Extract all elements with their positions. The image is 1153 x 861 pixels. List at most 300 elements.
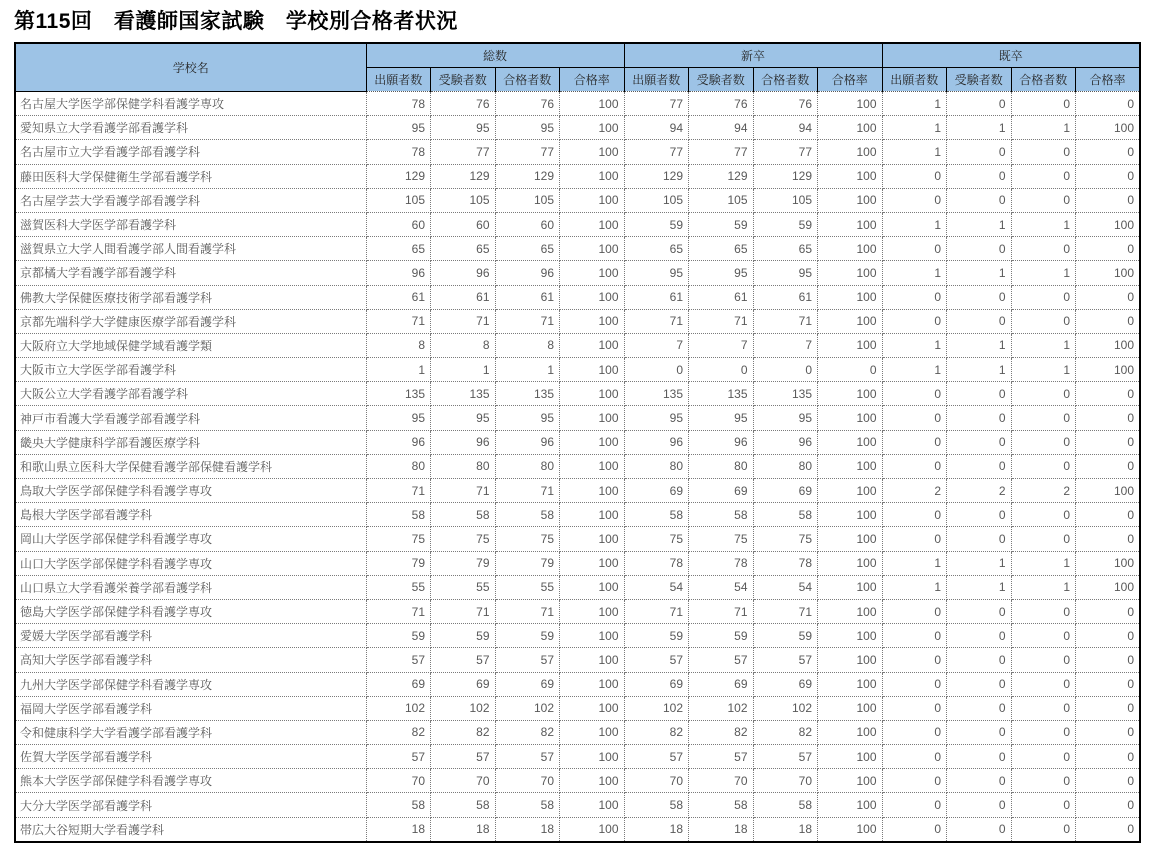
value-cell: 1 <box>947 358 1012 382</box>
value-cell: 1 <box>1011 116 1076 140</box>
school-name-cell: 山口県立大学看護栄養学部看護学科 <box>15 575 366 599</box>
value-cell: 0 <box>1011 140 1076 164</box>
school-name-cell: 帯広大谷短期大学看護学科 <box>15 817 366 842</box>
value-cell: 78 <box>366 92 431 116</box>
table-row <box>15 527 1140 551</box>
value-cell: 100 <box>560 793 625 817</box>
value-cell: 1 <box>366 358 431 382</box>
value-cell: 100 <box>560 527 625 551</box>
sub-header-pass-rate: 合格率 <box>560 68 625 92</box>
value-cell: 77 <box>495 140 560 164</box>
value-cell: 76 <box>495 92 560 116</box>
value-cell: 57 <box>366 745 431 769</box>
value-cell: 65 <box>689 237 754 261</box>
table-row <box>15 672 1140 696</box>
value-cell: 71 <box>495 309 560 333</box>
value-cell: 100 <box>818 745 883 769</box>
value-cell: 1 <box>1011 333 1076 357</box>
value-cell: 71 <box>495 599 560 623</box>
value-cell: 71 <box>689 599 754 623</box>
sub-header-examinees: 受験者数 <box>947 68 1012 92</box>
value-cell: 1 <box>947 333 1012 357</box>
value-cell: 100 <box>560 575 625 599</box>
table-row <box>15 382 1140 406</box>
value-cell: 1 <box>882 333 947 357</box>
value-cell: 77 <box>624 92 689 116</box>
table-row <box>15 212 1140 236</box>
value-cell: 65 <box>431 237 496 261</box>
value-cell: 18 <box>624 817 689 842</box>
value-cell: 60 <box>431 212 496 236</box>
value-cell: 82 <box>366 720 431 744</box>
value-cell: 80 <box>495 454 560 478</box>
value-cell: 100 <box>818 624 883 648</box>
value-cell: 0 <box>1011 430 1076 454</box>
value-cell: 0 <box>1076 527 1141 551</box>
value-cell: 77 <box>689 140 754 164</box>
value-cell: 1 <box>882 575 947 599</box>
value-cell: 65 <box>624 237 689 261</box>
school-name-cell: 島根大学医学部看護学科 <box>15 503 366 527</box>
value-cell: 71 <box>753 599 818 623</box>
value-cell: 59 <box>753 212 818 236</box>
table-row <box>15 599 1140 623</box>
value-cell: 94 <box>689 116 754 140</box>
sub-header-examinees: 受験者数 <box>431 68 496 92</box>
value-cell: 0 <box>882 430 947 454</box>
school-name-cell: 山口大学医学部保健学科看護学専攻 <box>15 551 366 575</box>
school-name-cell: 大分大学医学部看護学科 <box>15 793 366 817</box>
value-cell: 129 <box>366 164 431 188</box>
value-cell: 100 <box>818 116 883 140</box>
table-row <box>15 92 1140 116</box>
value-cell: 100 <box>560 164 625 188</box>
value-cell: 1 <box>882 551 947 575</box>
value-cell: 75 <box>495 527 560 551</box>
value-cell: 80 <box>431 454 496 478</box>
value-cell: 0 <box>1076 454 1141 478</box>
value-cell: 18 <box>689 817 754 842</box>
school-name-cell: 鳥取大学医学部保健学科看護学専攻 <box>15 479 366 503</box>
value-cell: 0 <box>947 237 1012 261</box>
value-cell: 71 <box>366 599 431 623</box>
school-name-cell: 名古屋学芸大学看護学部看護学科 <box>15 188 366 212</box>
value-cell: 57 <box>753 745 818 769</box>
value-cell: 0 <box>1076 769 1141 793</box>
value-cell: 100 <box>818 92 883 116</box>
value-cell: 0 <box>1011 720 1076 744</box>
value-cell: 0 <box>1076 188 1141 212</box>
table-row <box>15 793 1140 817</box>
value-cell: 18 <box>366 817 431 842</box>
value-cell: 71 <box>495 479 560 503</box>
value-cell: 96 <box>431 261 496 285</box>
value-cell: 1 <box>882 140 947 164</box>
value-cell: 57 <box>431 648 496 672</box>
value-cell: 100 <box>818 261 883 285</box>
value-cell: 1 <box>882 116 947 140</box>
value-cell: 100 <box>560 92 625 116</box>
value-cell: 105 <box>495 188 560 212</box>
value-cell: 71 <box>431 309 496 333</box>
school-name-cell: 九州大学医学部保健学科看護学専攻 <box>15 672 366 696</box>
value-cell: 100 <box>560 817 625 842</box>
value-cell: 0 <box>1011 769 1076 793</box>
value-cell: 18 <box>431 817 496 842</box>
value-cell: 1 <box>1011 261 1076 285</box>
group-header-total: 総数 <box>366 43 624 68</box>
value-cell: 59 <box>495 624 560 648</box>
value-cell: 59 <box>753 624 818 648</box>
value-cell: 55 <box>366 575 431 599</box>
value-cell: 100 <box>818 140 883 164</box>
value-cell: 80 <box>624 454 689 478</box>
table-row <box>15 551 1140 575</box>
value-cell: 58 <box>495 793 560 817</box>
value-cell: 82 <box>431 720 496 744</box>
table-row <box>15 358 1140 382</box>
value-cell: 0 <box>1076 503 1141 527</box>
value-cell: 105 <box>689 188 754 212</box>
group-header-new-grad: 新卒 <box>624 43 882 68</box>
value-cell: 135 <box>689 382 754 406</box>
value-cell: 102 <box>689 696 754 720</box>
value-cell: 58 <box>431 793 496 817</box>
value-cell: 100 <box>818 551 883 575</box>
value-cell: 61 <box>689 285 754 309</box>
value-cell: 0 <box>947 599 1012 623</box>
value-cell: 95 <box>495 406 560 430</box>
value-cell: 61 <box>624 285 689 309</box>
value-cell: 0 <box>1076 817 1141 842</box>
value-cell: 78 <box>753 551 818 575</box>
value-cell: 18 <box>495 817 560 842</box>
value-cell: 77 <box>431 140 496 164</box>
value-cell: 135 <box>431 382 496 406</box>
school-name-cell: 令和健康科学大学看護学部看護学科 <box>15 720 366 744</box>
value-cell: 100 <box>560 382 625 406</box>
value-cell: 54 <box>689 575 754 599</box>
value-cell: 0 <box>882 503 947 527</box>
value-cell: 0 <box>1076 309 1141 333</box>
value-cell: 96 <box>366 261 431 285</box>
value-cell: 0 <box>947 406 1012 430</box>
value-cell: 100 <box>560 454 625 478</box>
value-cell: 100 <box>818 454 883 478</box>
value-cell: 95 <box>624 261 689 285</box>
value-cell: 82 <box>689 720 754 744</box>
value-cell: 100 <box>560 212 625 236</box>
value-cell: 96 <box>689 430 754 454</box>
value-cell: 0 <box>1076 430 1141 454</box>
value-cell: 102 <box>366 696 431 720</box>
school-name-cell: 滋賀医科大学医学部看護学科 <box>15 212 366 236</box>
value-cell: 0 <box>882 454 947 478</box>
value-cell: 100 <box>818 575 883 599</box>
value-cell: 0 <box>882 237 947 261</box>
school-name-cell: 藤田医科大学保健衛生学部看護学科 <box>15 164 366 188</box>
value-cell: 60 <box>366 212 431 236</box>
value-cell: 135 <box>753 382 818 406</box>
value-cell: 75 <box>366 527 431 551</box>
value-cell: 55 <box>431 575 496 599</box>
value-cell: 1 <box>882 92 947 116</box>
sub-header-passers: 合格者数 <box>495 68 560 92</box>
value-cell: 0 <box>882 817 947 842</box>
value-cell: 69 <box>366 672 431 696</box>
value-cell: 79 <box>431 551 496 575</box>
value-cell: 105 <box>624 188 689 212</box>
value-cell: 0 <box>1011 745 1076 769</box>
value-cell: 1 <box>882 261 947 285</box>
value-cell: 102 <box>624 696 689 720</box>
value-cell: 80 <box>753 454 818 478</box>
value-cell: 0 <box>1076 624 1141 648</box>
value-cell: 100 <box>818 333 883 357</box>
value-cell: 0 <box>882 745 947 769</box>
page-title: 第115回 看護師国家試験 学校別合格者状況 <box>14 10 458 33</box>
value-cell: 59 <box>431 624 496 648</box>
value-cell: 71 <box>366 309 431 333</box>
sub-header-applicants: 出願者数 <box>366 68 431 92</box>
value-cell: 100 <box>818 720 883 744</box>
value-cell: 70 <box>431 769 496 793</box>
value-cell: 8 <box>366 333 431 357</box>
school-name-cell: 畿央大学健康科学部看護医療学科 <box>15 430 366 454</box>
value-cell: 65 <box>366 237 431 261</box>
table-row <box>15 575 1140 599</box>
sub-header-pass-rate: 合格率 <box>1076 68 1141 92</box>
value-cell: 76 <box>689 92 754 116</box>
value-cell: 0 <box>882 793 947 817</box>
value-cell: 1 <box>882 212 947 236</box>
results-table <box>14 42 1141 843</box>
value-cell: 8 <box>495 333 560 357</box>
value-cell: 58 <box>366 793 431 817</box>
value-cell: 70 <box>624 769 689 793</box>
value-cell: 0 <box>1011 406 1076 430</box>
value-cell: 65 <box>753 237 818 261</box>
sub-header-applicants: 出願者数 <box>624 68 689 92</box>
value-cell: 100 <box>818 817 883 842</box>
table-row <box>15 696 1140 720</box>
value-cell: 1 <box>1011 358 1076 382</box>
value-cell: 100 <box>560 720 625 744</box>
value-cell: 57 <box>753 648 818 672</box>
value-cell: 58 <box>366 503 431 527</box>
value-cell: 61 <box>495 285 560 309</box>
table-row <box>15 333 1140 357</box>
value-cell: 1 <box>947 116 1012 140</box>
value-cell: 129 <box>753 164 818 188</box>
value-cell: 100 <box>560 406 625 430</box>
value-cell: 69 <box>689 479 754 503</box>
value-cell: 79 <box>495 551 560 575</box>
value-cell: 95 <box>753 261 818 285</box>
value-cell: 7 <box>753 333 818 357</box>
value-cell: 0 <box>882 164 947 188</box>
value-cell: 100 <box>818 285 883 309</box>
value-cell: 0 <box>882 382 947 406</box>
value-cell: 70 <box>689 769 754 793</box>
value-cell: 78 <box>366 140 431 164</box>
value-cell: 0 <box>947 382 1012 406</box>
value-cell: 100 <box>1076 479 1141 503</box>
value-cell: 0 <box>1011 527 1076 551</box>
value-cell: 1 <box>947 551 1012 575</box>
value-cell: 0 <box>947 164 1012 188</box>
value-cell: 0 <box>624 358 689 382</box>
school-name-cell: 徳島大学医学部保健学科看護学専攻 <box>15 599 366 623</box>
value-cell: 78 <box>624 551 689 575</box>
value-cell: 0 <box>1011 285 1076 309</box>
value-cell: 96 <box>366 430 431 454</box>
value-cell: 57 <box>624 648 689 672</box>
value-cell: 1 <box>1011 551 1076 575</box>
table-row <box>15 188 1140 212</box>
value-cell: 102 <box>495 696 560 720</box>
value-cell: 77 <box>753 140 818 164</box>
value-cell: 57 <box>624 745 689 769</box>
value-cell: 59 <box>624 212 689 236</box>
value-cell: 61 <box>366 285 431 309</box>
value-cell: 100 <box>1076 358 1141 382</box>
value-cell: 0 <box>947 624 1012 648</box>
value-cell: 69 <box>753 672 818 696</box>
value-cell: 71 <box>431 479 496 503</box>
group-header-repeat: 既卒 <box>882 43 1140 68</box>
school-name-cell: 名古屋大学医学部保健学科看護学専攻 <box>15 92 366 116</box>
table-row <box>15 285 1140 309</box>
sub-header-passers: 合格者数 <box>1011 68 1076 92</box>
value-cell: 75 <box>689 527 754 551</box>
value-cell: 100 <box>560 672 625 696</box>
value-cell: 80 <box>366 454 431 478</box>
value-cell: 0 <box>753 358 818 382</box>
value-cell: 1 <box>947 261 1012 285</box>
value-cell: 100 <box>560 261 625 285</box>
value-cell: 7 <box>624 333 689 357</box>
value-cell: 96 <box>431 430 496 454</box>
value-cell: 54 <box>624 575 689 599</box>
value-cell: 105 <box>431 188 496 212</box>
value-cell: 70 <box>495 769 560 793</box>
value-cell: 0 <box>1076 720 1141 744</box>
school-name-cell: 名古屋市立大学看護学部看護学科 <box>15 140 366 164</box>
value-cell: 57 <box>431 745 496 769</box>
value-cell: 0 <box>1076 237 1141 261</box>
value-cell: 96 <box>495 261 560 285</box>
table-body <box>15 92 1140 842</box>
value-cell: 69 <box>689 672 754 696</box>
value-cell: 76 <box>753 92 818 116</box>
table-header <box>15 43 1140 92</box>
value-cell: 0 <box>1011 237 1076 261</box>
value-cell: 0 <box>1011 648 1076 672</box>
value-cell: 69 <box>495 672 560 696</box>
value-cell: 100 <box>560 188 625 212</box>
value-cell: 0 <box>947 672 1012 696</box>
value-cell: 105 <box>366 188 431 212</box>
value-cell: 0 <box>1076 285 1141 309</box>
value-cell: 135 <box>624 382 689 406</box>
value-cell: 100 <box>560 599 625 623</box>
value-cell: 0 <box>947 527 1012 551</box>
table-row <box>15 164 1140 188</box>
value-cell: 59 <box>624 624 689 648</box>
value-cell: 95 <box>431 406 496 430</box>
value-cell: 100 <box>818 212 883 236</box>
value-cell: 71 <box>624 599 689 623</box>
value-cell: 0 <box>882 696 947 720</box>
value-cell: 0 <box>882 672 947 696</box>
value-cell: 100 <box>818 188 883 212</box>
value-cell: 7 <box>689 333 754 357</box>
value-cell: 82 <box>624 720 689 744</box>
school-name-cell: 滋賀県立大学人間看護学部人間看護学科 <box>15 237 366 261</box>
value-cell: 0 <box>1076 140 1141 164</box>
value-cell: 69 <box>753 479 818 503</box>
value-cell: 100 <box>818 164 883 188</box>
value-cell: 100 <box>560 696 625 720</box>
value-cell: 8 <box>431 333 496 357</box>
value-cell: 129 <box>689 164 754 188</box>
value-cell: 100 <box>818 696 883 720</box>
value-cell: 100 <box>1076 116 1141 140</box>
value-cell: 78 <box>689 551 754 575</box>
value-cell: 100 <box>560 551 625 575</box>
table-row <box>15 769 1140 793</box>
value-cell: 100 <box>1076 551 1141 575</box>
value-cell: 0 <box>1011 672 1076 696</box>
value-cell: 59 <box>689 624 754 648</box>
value-cell: 58 <box>495 503 560 527</box>
value-cell: 0 <box>947 454 1012 478</box>
value-cell: 102 <box>753 696 818 720</box>
value-cell: 0 <box>947 696 1012 720</box>
value-cell: 0 <box>1011 817 1076 842</box>
value-cell: 70 <box>366 769 431 793</box>
table-row <box>15 140 1140 164</box>
value-cell: 58 <box>753 503 818 527</box>
value-cell: 100 <box>818 406 883 430</box>
value-cell: 0 <box>882 720 947 744</box>
table-row <box>15 817 1140 842</box>
table-row <box>15 430 1140 454</box>
value-cell: 100 <box>818 382 883 406</box>
school-name-cell: 大阪公立大学看護学部看護学科 <box>15 382 366 406</box>
value-cell: 82 <box>495 720 560 744</box>
header-group-row <box>15 43 1140 68</box>
value-cell: 0 <box>1011 503 1076 527</box>
value-cell: 95 <box>431 116 496 140</box>
sub-header-applicants: 出願者数 <box>882 68 947 92</box>
value-cell: 0 <box>1076 92 1141 116</box>
value-cell: 1 <box>1011 575 1076 599</box>
value-cell: 100 <box>1076 212 1141 236</box>
table-row <box>15 454 1140 478</box>
value-cell: 0 <box>1011 309 1076 333</box>
value-cell: 94 <box>624 116 689 140</box>
school-name-header: 学校名 <box>15 43 366 92</box>
value-cell: 0 <box>882 769 947 793</box>
value-cell: 71 <box>753 309 818 333</box>
value-cell: 0 <box>947 817 1012 842</box>
value-cell: 58 <box>689 503 754 527</box>
value-cell: 0 <box>1011 382 1076 406</box>
value-cell: 1 <box>431 358 496 382</box>
value-cell: 0 <box>882 285 947 309</box>
